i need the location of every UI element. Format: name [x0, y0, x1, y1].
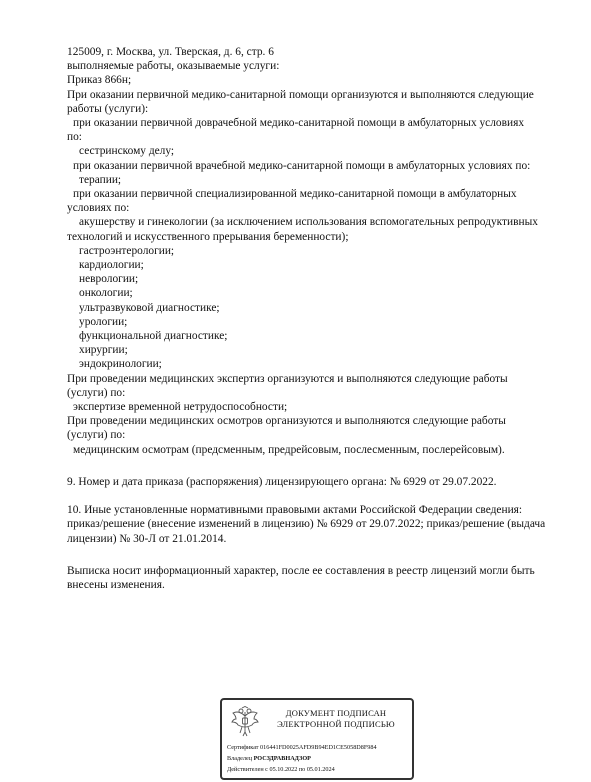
other-info-line: 10. Иные установленные нормативными правовыми актами Российской Федерации сведения:: [67, 504, 523, 517]
document-line: Приказ 866н;: [67, 74, 132, 87]
document-line: при оказании первичной доврачебной медико-санитарной помощи в амбулаторных условиях: [73, 117, 525, 130]
electronic-signature-stamp: [220, 698, 414, 780]
document-line: работы (услуги):: [67, 102, 149, 115]
document-line: медицинским осмотрам (предсменным, предрейсовым, послесменным, послерейсовым).: [73, 443, 505, 456]
other-info-line: приказ/решение (внесение изменений в лицензию) № 6929 от 29.07.2022; приказ/решение (выдача: [67, 518, 546, 531]
owner-label: Владелец: [227, 755, 253, 762]
stamp-validity: Действителен с 05.10.2022 по 05.01.2024: [227, 766, 335, 773]
certificate-label: Сертификат: [227, 744, 259, 751]
document-line: При оказании первичной медико-санитарной помощи организуются и выполняются следующие: [67, 88, 534, 101]
document-line: по:: [67, 131, 82, 144]
license-extract-page: [67, 45, 567, 592]
document-line: условиях по:: [67, 202, 130, 215]
document-line: акушерству и гинекологии (за исключением использования вспомогательных репродуктивных: [79, 216, 538, 229]
document-line: гастроэнтерологии;: [79, 244, 175, 257]
document-line: (услуги) по:: [67, 386, 126, 399]
emblem-icon: [230, 706, 260, 738]
stamp-title: [266, 708, 406, 730]
disclaimer-paragraph: [67, 564, 567, 592]
owner-value: РОСЗДРАВНАДЗОР: [253, 755, 311, 762]
document-line: кардиологии;: [79, 259, 144, 272]
document-line: урологии;: [79, 315, 128, 328]
stamp-certificate: [227, 744, 377, 752]
document-line: экспертизе временной нетрудоспособности;: [73, 401, 288, 414]
document-line: терапии;: [79, 173, 122, 186]
certificate-value: 016441FD0025AFD9B94ED1CE5058D8F984: [260, 744, 377, 751]
document-line: выполняемые работы, оказываемые услуги:: [67, 60, 280, 73]
document-line: 125009, г. Москва, ул. Тверская, д. 6, стр. 6: [67, 46, 274, 58]
document-line: неврологии;: [79, 273, 139, 286]
licensed-services-list: [67, 45, 567, 457]
document-line: ультразвуковой диагностике;: [79, 301, 220, 314]
stamp-owner: [227, 755, 311, 763]
order-number-paragraph: 9. Номер и дата приказа (распоряжения) лицензирующего органа: № 6929 от 29.07.2022.: [67, 475, 497, 488]
document-line: при оказании первичной специализированной медико-санитарной помощи в амбулаторных: [73, 188, 517, 201]
document-line: технологий и искусственного прерывания беременности);: [67, 230, 349, 243]
document-line: сестринскому делу;: [79, 145, 175, 158]
document-line: онкологии;: [79, 287, 133, 300]
other-info-line: лицензии) № 30-Л от 21.01.2014.: [67, 532, 227, 545]
stamp-title-line: ЭЛЕКТРОННОЙ ПОДПИСЬЮ: [277, 719, 395, 729]
other-info-paragraph: [67, 503, 567, 546]
document-line: При проведении медицинских осмотров организуются и выполняются следующие работы: [67, 415, 506, 428]
disclaimer-line: Выписка носит информационный характер, после ее составления в реестр лицензий могли быть: [67, 564, 535, 577]
document-line: хирургии;: [79, 344, 128, 357]
disclaimer-line: внесены изменения.: [67, 578, 165, 591]
document-line: При проведении медицинских экспертиз организуются и выполняются следующие работы: [67, 372, 508, 385]
document-line: функциональной диагностике;: [79, 330, 228, 343]
document-line: (услуги) по:: [67, 429, 126, 442]
document-line: эндокринологии;: [79, 358, 162, 371]
document-line: при оказании первичной врачебной медико-санитарной помощи в амбулаторных условиях по:: [73, 159, 531, 172]
stamp-title-line: ДОКУМЕНТ ПОДПИСАН: [285, 708, 387, 718]
